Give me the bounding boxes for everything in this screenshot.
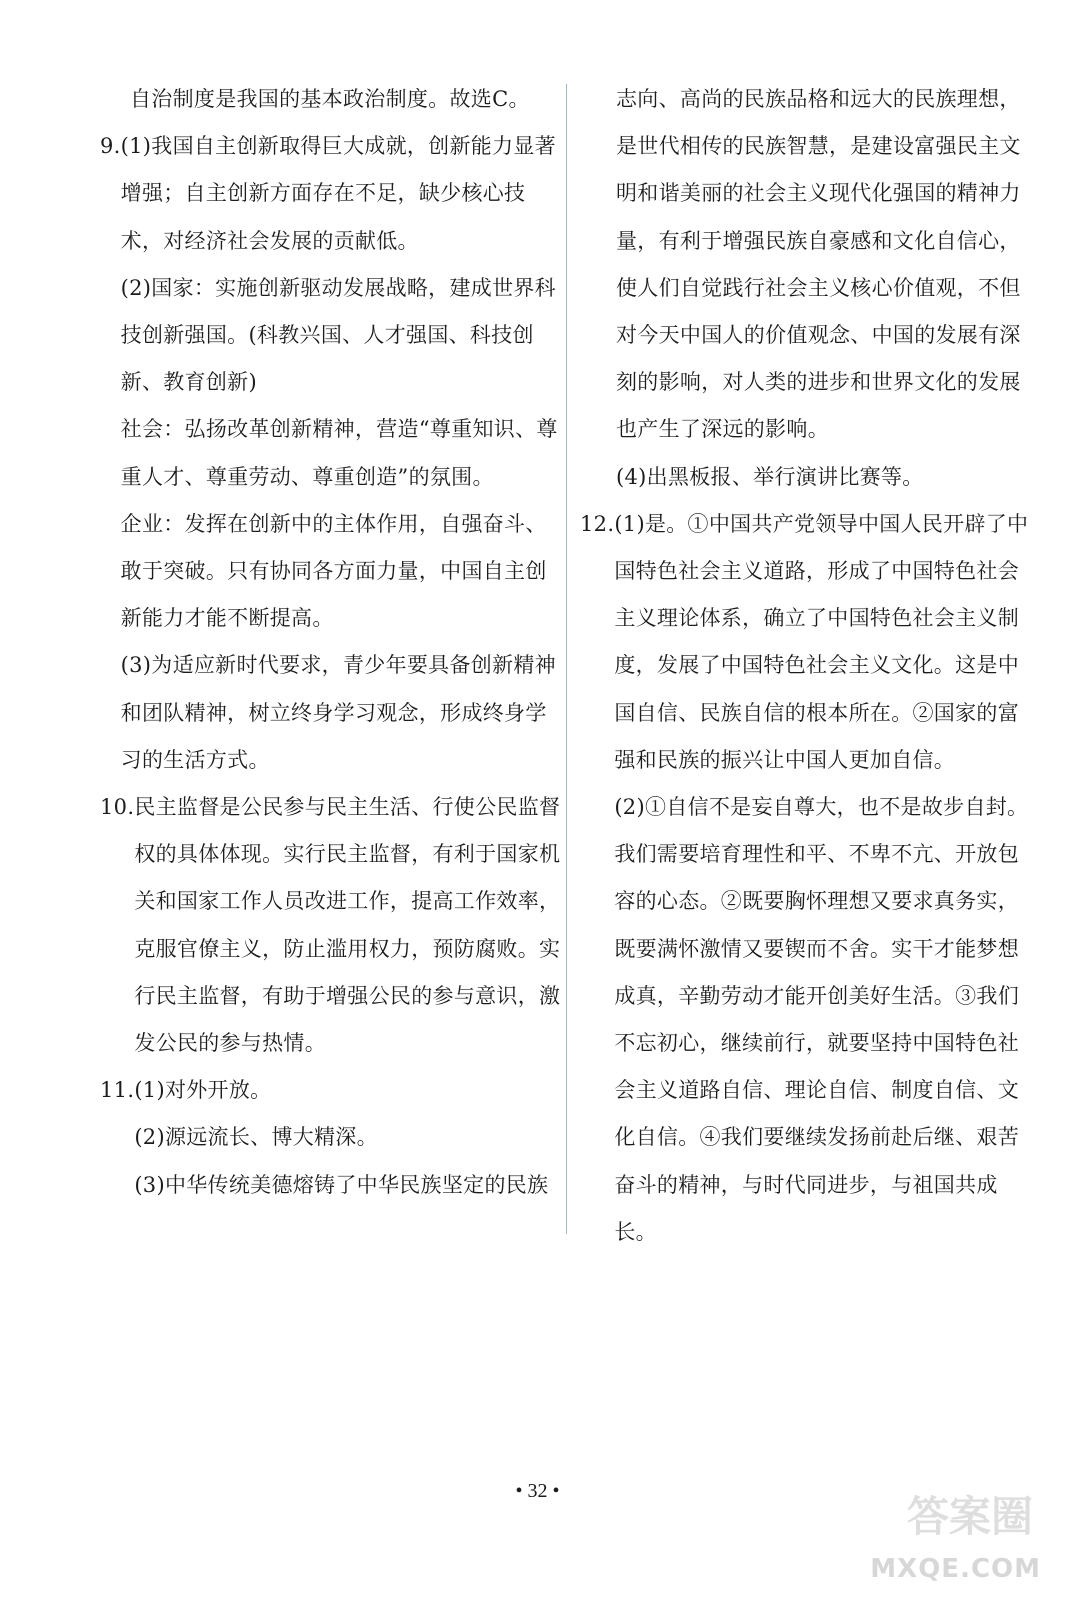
- column-divider: [566, 84, 567, 1234]
- answer-11-body: [134, 1067, 562, 1209]
- watermark-logo: [870, 1484, 1041, 1584]
- answer-11-part-1: (1)对外开放。: [134, 1078, 272, 1103]
- answer-12-part-1: (1)是。①中国共产党领导中国人民开辟了中国特色社会主义道路，形成了中国特色社会主义理论体系，确立了中国特色社会主义制度，发展了中国特色社会主义文化。这是中国自信、民族自信的根本所在。②国家的富强和民族的振兴让中国人更加自信。: [614, 511, 1029, 772]
- question-number-10: 10.: [100, 795, 135, 820]
- right-column: [580, 76, 1040, 1256]
- left-column: [100, 76, 562, 1209]
- watermark-site-text: MXQE.COM: [870, 1554, 1041, 1584]
- answer-12: [580, 501, 1040, 1256]
- answer-9-part-1: (1)我国自主创新取得巨大成就，创新能力显著增强；自主创新方面存在不足，缺少核心技术，对经济社会发展的贡献低。: [120, 134, 556, 253]
- answer-10-text: 民主监督是公民参与民主生活、行使公民监督权的具体体现。实行民主监督，有利于国家机关和国家工作人员改进工作，提高工作效率，克服官僚主义，防止滥用权力，预防腐败。实行民主监督，有助于增强公民的参与意识，激发公民的参与热情。: [134, 795, 561, 1056]
- answer-9-part-2-enterprise: 企业：发挥在创新中的主体作用，自强奋斗、敢于突破。只有协同各方面力量，中国自主创新能力才能不断提高。: [120, 511, 547, 631]
- answer-9: [100, 123, 562, 784]
- answer-11-part-2: (2)源远流长、博大精深。: [134, 1125, 378, 1150]
- answer-11-part-4: (4)出黑板报、举行演讲比赛等。: [616, 464, 924, 489]
- answer-8-continuation: 自治制度是我国的基本政治制度。故选C。: [130, 87, 530, 111]
- answer-10-body: [134, 784, 562, 1067]
- answer-11: [100, 1067, 562, 1209]
- answer-9-part-3: (3)为适应新时代要求，青少年要具备创新精神和团队精神，树立终身学习观念，形成终身学习的生活方式。: [120, 653, 556, 772]
- question-number-11: 11.: [100, 1078, 135, 1103]
- question-number-9: 9.: [100, 134, 121, 159]
- watermark-logo-text: 答案圈: [906, 1492, 1033, 1541]
- answer-10: [100, 784, 562, 1067]
- question-number-12: 12.: [580, 511, 615, 536]
- answer-11-part-3-continuation: 志向、高尚的民族品格和远大的民族理想，是世代相传的民族智慧，是建设富强民主文明和谐美丽的社会主义现代化强国的精神力量，有利于增强民族自豪感和文化自信心，使人们自觉践行社会主义核心价值观，不但对今天中国人的价值观念、中国的发展有深刻的影响，对人类的进步和世界文化的发展也产生了深远的影响。: [616, 87, 1021, 442]
- answer-11-part-3: (3)中华传统美德熔铸了中华民族坚定的民族: [134, 1172, 549, 1197]
- answer-9-part-2: (2)国家：实施创新驱动发展战略，建成世界科技创新强国。(科教兴国、人才强国、科技创新、教育创新): [120, 275, 556, 395]
- answer-9-body: [121, 123, 562, 784]
- answer-12-body: [614, 501, 1040, 1256]
- answer-9-part-2-society: 社会：弘扬改革创新精神，营造“尊重知识、尊重人才、尊重劳动、尊重创造”的氛围。: [120, 417, 558, 489]
- page-number: • 32 •: [515, 1480, 560, 1502]
- answer-12-part-2: (2)①自信不是妄自尊大，也不是故步自封。我们需要培育理性和平、不卑不亢、开放包容的心态。②既要胸怀理想又要求真务实，既要满怀激情又要锲而不舍。实干才能梦想成真，辛勤劳动才能开创美好生活。③我们不忘初心，继续前行，就要坚持中国特色社会主义道路自信、理论自信、制度自信、文化自信。④我们要继续发扬前赴后继、艰苦奋斗的精神，与时代同进步，与祖国共成长。: [614, 795, 1029, 1244]
